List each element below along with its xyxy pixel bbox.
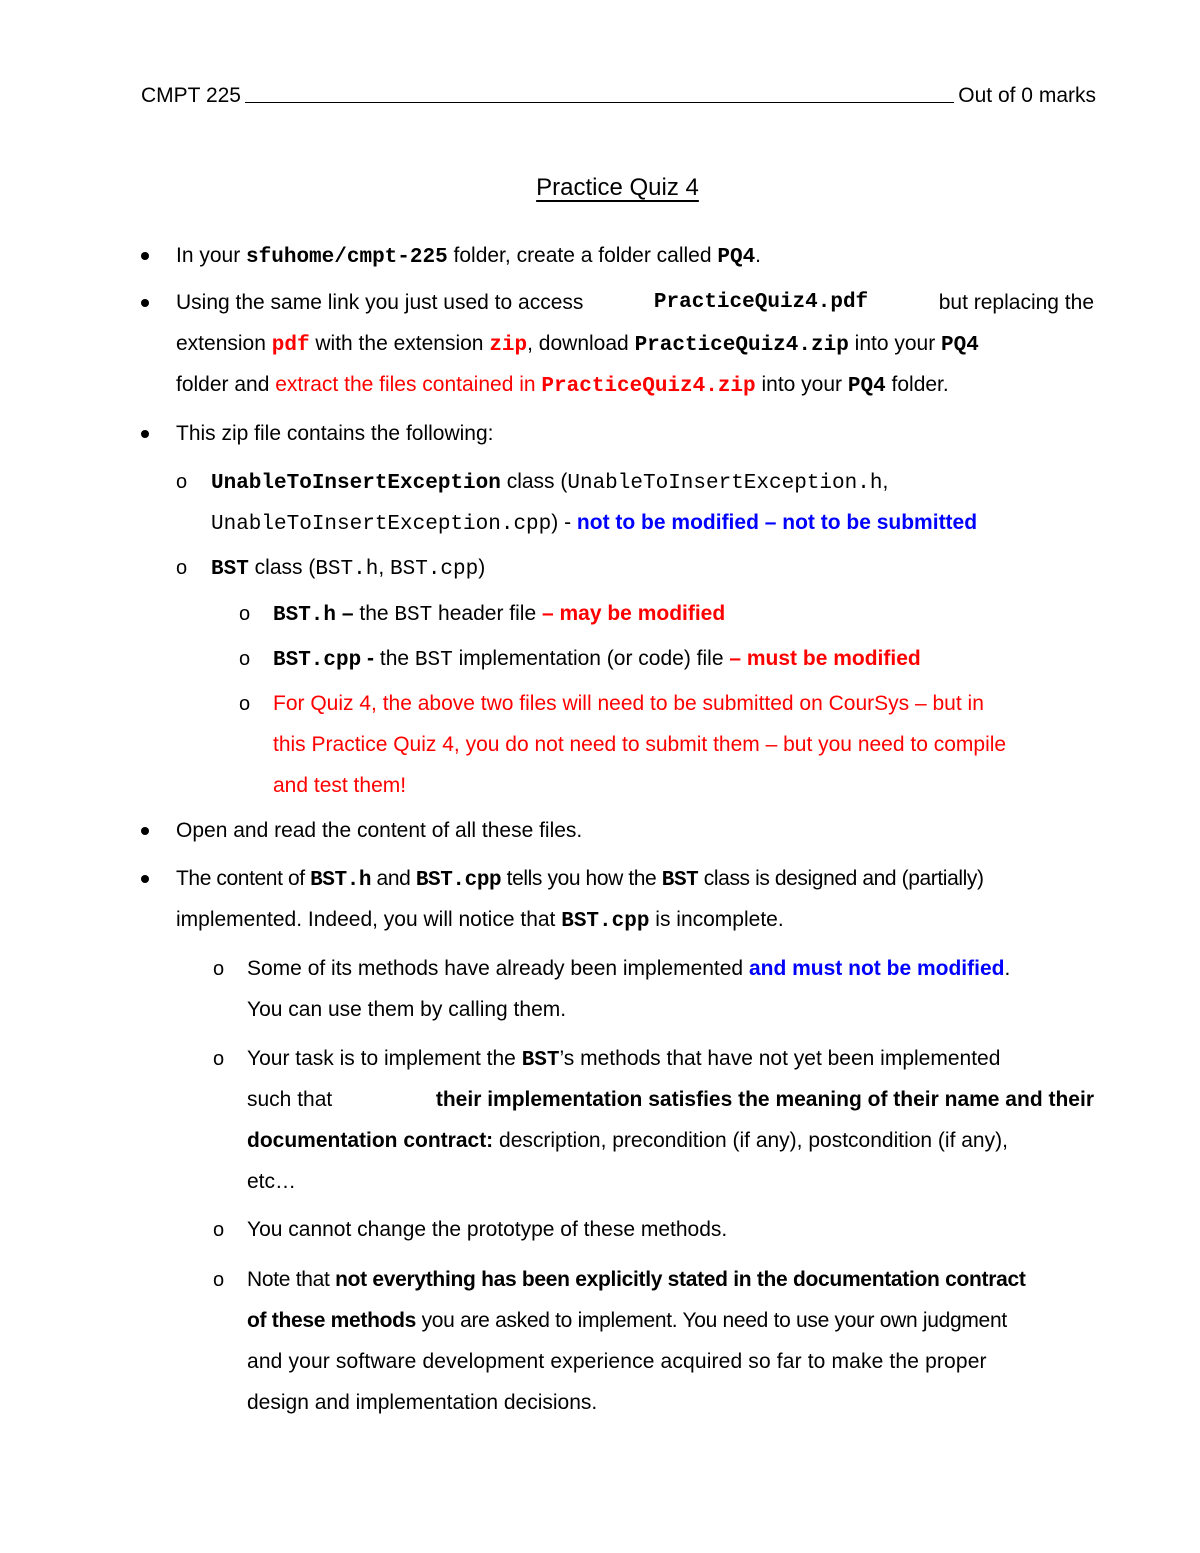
sub-bullet-marker: o: [213, 1269, 225, 1291]
bullet-download-line-2: extension pdf with the extension zip, download PracticeQuiz4.zip into your PQ4: [176, 332, 979, 357]
bullet-zip-contents: This zip file contains the following:: [176, 422, 494, 445]
sub-bst-class: BST class (BST.h, BST.cpp): [211, 556, 486, 581]
sub-implemented-methods-line-2: You can use them by calling them.: [247, 998, 567, 1021]
pq4-folder-name: PQ4: [717, 246, 756, 269]
subsub-bst-cpp: BST.cpp - the BST implementation (or code) file – must be modified: [273, 647, 921, 672]
sub-bullet-marker: o: [213, 1219, 225, 1241]
quiz4-note-line-1: For Quiz 4, the above two files will need to be submitted on CourSys – but in: [273, 692, 984, 715]
sub-bullet-marker: o: [176, 557, 188, 579]
sub-bullet-marker: o: [213, 1048, 225, 1070]
page-header: [141, 78, 1096, 108]
quiz4-note-line-2: this Practice Quiz 4, you do not need to submit them – but you need to compile: [273, 733, 1007, 756]
marks-label: Out of 0 marks: [958, 84, 1096, 107]
sub-judgment-line-3: and your software development experience acquired so far to make the proper: [247, 1350, 987, 1373]
bullet-open-read: Open and read the content of all these files.: [176, 819, 583, 842]
course-code: CMPT 225: [141, 84, 241, 107]
bullet-marker: [141, 815, 149, 847]
pdf-filename: PracticeQuiz4.pdf: [653, 291, 869, 314]
header-rule: [245, 102, 954, 103]
sub-bullet-marker: o: [176, 471, 188, 493]
bullet-download-line-1: Using the same link you just used to access PracticeQuiz4.pdf but replacing the: [176, 287, 1094, 319]
sub-judgment-line-1: Note that not everything has been explicitly stated in the documentation contract: [247, 1268, 1026, 1291]
may-be-modified-note: – may be modified: [541, 602, 726, 625]
sub-your-task-line-4: etc…: [247, 1170, 297, 1193]
bullet-in-your-folder: In your sfuhome/cmpt-225 folder, create a folder called PQ4.: [176, 244, 762, 269]
bullet-marker: [141, 287, 149, 319]
must-be-modified-note: – must be modified: [729, 647, 921, 670]
bullet-bst-content-line-2: implemented. Indeed, you will notice that BST.cpp is incomplete.: [176, 908, 784, 933]
subsub-bst-h: BST.h – the BST header file – may be modified: [273, 602, 726, 627]
sub-implemented-methods-line-1: Some of its methods have already been implemented and must not be modified.: [247, 957, 1011, 980]
bullet-download-line-3: folder and extract the files contained in PracticeQuiz4.zip into your PQ4 folder.: [176, 373, 949, 398]
subsub-bullet-marker: o: [239, 603, 251, 625]
sfuhome-path: sfuhome/cmpt-225: [246, 246, 448, 269]
bullet-marker: [141, 418, 149, 450]
zip-filename-red: PracticeQuiz4.zip: [541, 375, 756, 398]
sub-exception-class-line-1: UnableToInsertException class (UnableToInsertException.h,: [211, 470, 889, 495]
page-title: Practice Quiz 4: [536, 174, 699, 201]
subsub-bullet-marker: o: [239, 648, 251, 670]
bullet-bst-content-line-1: The content of BST.h and BST.cpp tells you how the BST class is designed and (partially): [176, 867, 984, 892]
pdf-extension: pdf: [271, 334, 310, 357]
zip-filename: PracticeQuiz4.zip: [634, 334, 849, 357]
quiz4-note-line-3: and test them!: [273, 774, 407, 797]
zip-extension: zip: [489, 334, 528, 357]
sub-bullet-marker: o: [213, 958, 225, 980]
must-not-be-modified-note: and must not be modified: [748, 957, 1005, 980]
sub-exception-class-line-2: UnableToInsertException.cpp) - not to be modified – not to be submitted: [211, 511, 978, 536]
subsub-bullet-marker: o: [239, 693, 251, 715]
not-modified-note: not to be modified – not to be submitted: [576, 511, 978, 534]
sub-judgment-line-4: design and implementation decisions.: [247, 1391, 598, 1414]
sub-your-task-line-2: such that their implementation satisfies the meaning of their name and their: [247, 1088, 1094, 1111]
bullet-marker: [141, 240, 149, 272]
sub-prototype-note: You cannot change the prototype of these methods.: [247, 1218, 728, 1241]
bullet-marker: [141, 863, 149, 895]
sub-judgment-line-2: of these methods you are asked to implement. You need to use your own judgment: [247, 1309, 1007, 1332]
sub-your-task-line-1: Your task is to implement the BST’s methods that have not yet been implemented: [247, 1047, 1001, 1072]
sub-your-task-line-3: documentation contract: description, precondition (if any), postcondition (if any),: [247, 1129, 1008, 1152]
